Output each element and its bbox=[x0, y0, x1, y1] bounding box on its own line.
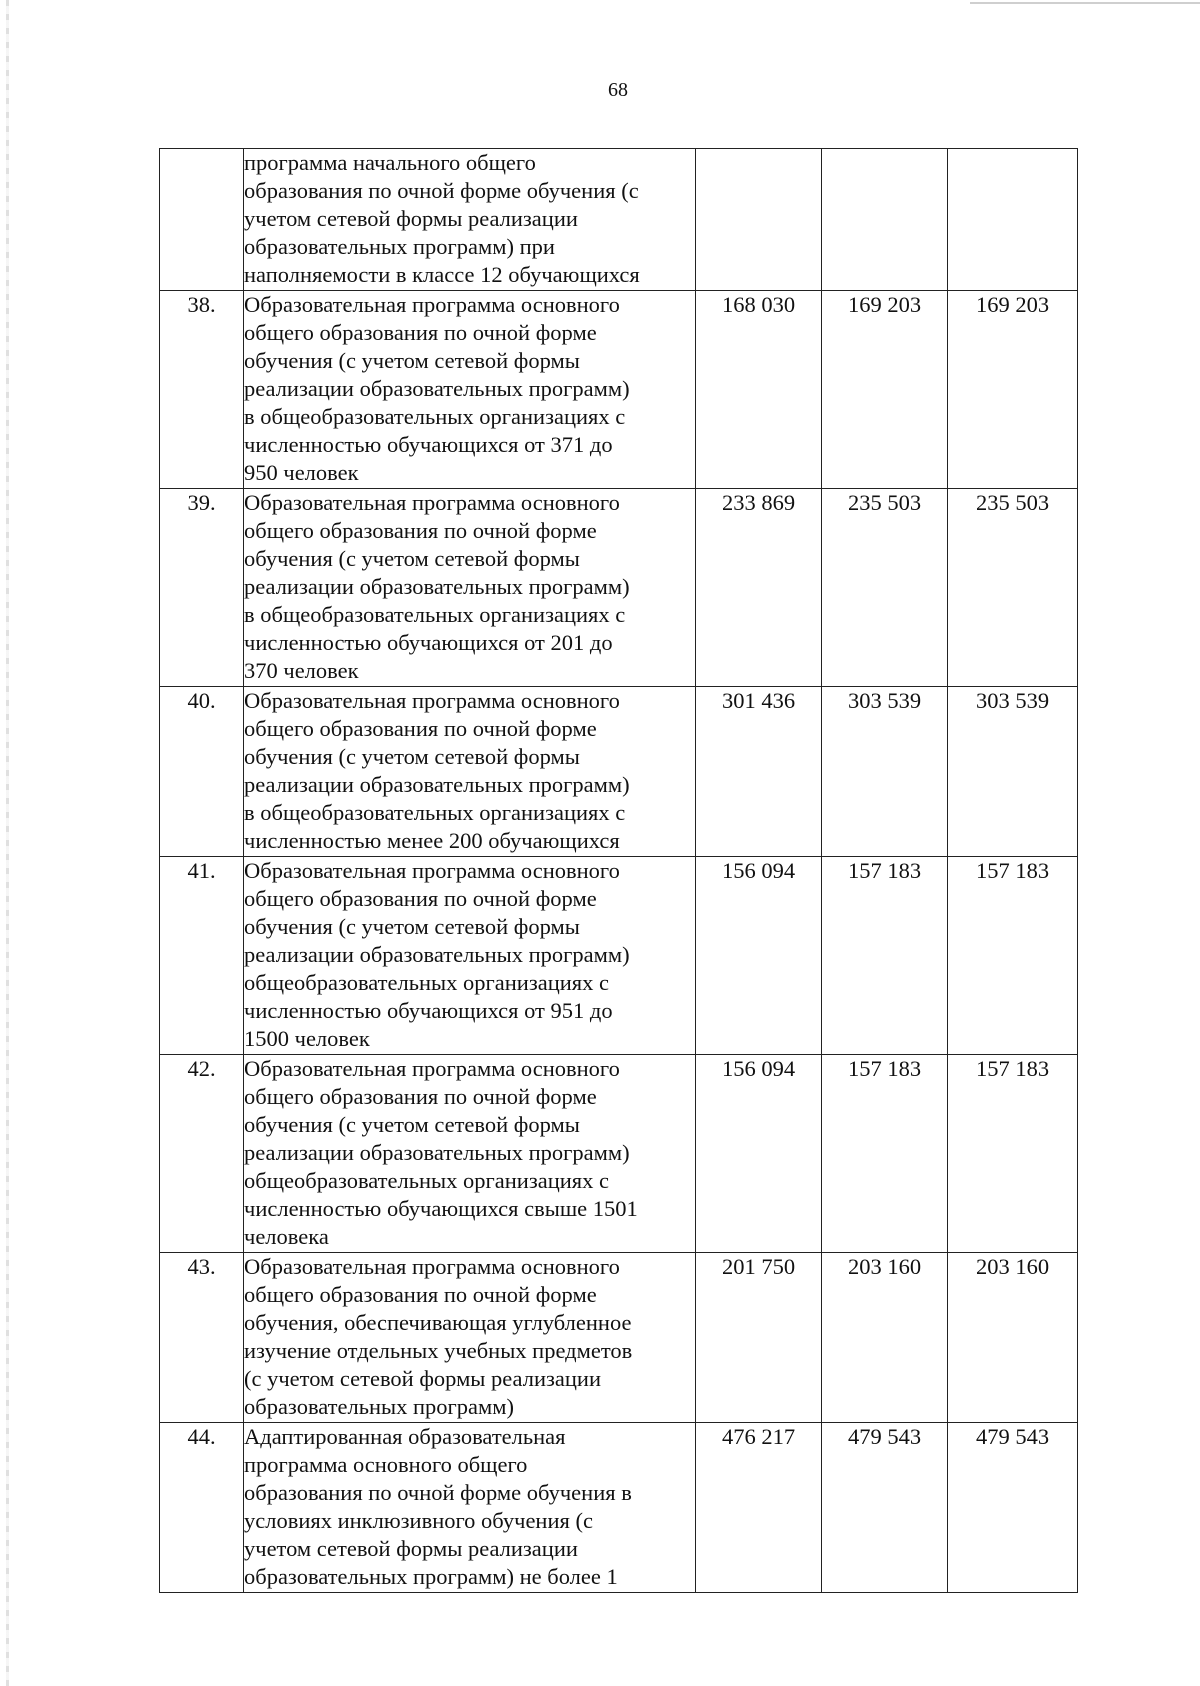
cost-value-3 bbox=[948, 149, 1078, 291]
row-number: 40. bbox=[160, 687, 244, 857]
program-description bbox=[244, 857, 696, 1055]
tariff-table bbox=[159, 148, 1078, 1593]
description-line: условиях инклюзивного обучения (с bbox=[244, 1508, 593, 1533]
cost-value-3: 157 183 bbox=[948, 857, 1078, 1055]
description-line: образовательных программ) bbox=[244, 1394, 514, 1419]
cost-value-2: 157 183 bbox=[822, 1055, 948, 1253]
description-line: общего образования по очной форме bbox=[244, 518, 597, 543]
scan-edge-top bbox=[970, 2, 1200, 4]
description-line: в общеобразовательных организациях с bbox=[244, 404, 626, 429]
row-number: 39. bbox=[160, 489, 244, 687]
description-line: учетом сетевой формы реализации bbox=[244, 1536, 578, 1561]
description-line: программа основного общего bbox=[244, 1452, 528, 1477]
page-number: 68 bbox=[608, 79, 628, 101]
table-row bbox=[160, 489, 1078, 687]
cost-value-3: 479 543 bbox=[948, 1423, 1078, 1593]
row-number: 42. bbox=[160, 1055, 244, 1253]
table-row bbox=[160, 1055, 1078, 1253]
description-line: обучения (с учетом сетевой формы bbox=[244, 348, 580, 373]
description-line: численностью менее 200 обучающихся bbox=[244, 828, 620, 853]
cost-value-3: 303 539 bbox=[948, 687, 1078, 857]
cost-value-2: 169 203 bbox=[822, 291, 948, 489]
table-row bbox=[160, 1423, 1078, 1593]
cost-value-3: 169 203 bbox=[948, 291, 1078, 489]
table-row bbox=[160, 291, 1078, 489]
description-line: 950 человек bbox=[244, 460, 359, 485]
row-number bbox=[160, 149, 244, 291]
description-line: учетом сетевой формы реализации bbox=[244, 206, 578, 231]
description-line: наполняемости в классе 12 обучающихся bbox=[244, 262, 640, 287]
cost-value-2: 303 539 bbox=[822, 687, 948, 857]
description-line: реализации образовательных программ) bbox=[244, 772, 630, 797]
description-line: Образовательная программа основного bbox=[244, 490, 620, 515]
description-line: общеобразовательных организациях с bbox=[244, 970, 609, 995]
description-line: численностью обучающихся от 201 до bbox=[244, 630, 613, 655]
cost-value-1: 233 869 bbox=[696, 489, 822, 687]
description-line: численностью обучающихся свыше 1501 bbox=[244, 1196, 638, 1221]
program-description bbox=[244, 1055, 696, 1253]
description-line: программа начального общего bbox=[244, 150, 536, 175]
description-line: обучения, обеспечивающая углубленное bbox=[244, 1310, 632, 1335]
description-line: реализации образовательных программ) bbox=[244, 1140, 630, 1165]
program-description bbox=[244, 1253, 696, 1423]
description-line: образовательных программ) при bbox=[244, 234, 555, 259]
description-line: общего образования по очной форме bbox=[244, 1084, 597, 1109]
description-line: общего образования по очной форме bbox=[244, 1282, 597, 1307]
description-line: численностью обучающихся от 951 до bbox=[244, 998, 613, 1023]
table-row bbox=[160, 687, 1078, 857]
cost-value-2: 235 503 bbox=[822, 489, 948, 687]
description-line: образовательных программ) не более 1 bbox=[244, 1564, 618, 1589]
row-number: 41. bbox=[160, 857, 244, 1055]
program-description bbox=[244, 1423, 696, 1593]
cost-value-2: 157 183 bbox=[822, 857, 948, 1055]
description-line: реализации образовательных программ) bbox=[244, 376, 630, 401]
program-description bbox=[244, 291, 696, 489]
description-line: (с учетом сетевой формы реализации bbox=[244, 1366, 602, 1391]
program-description bbox=[244, 149, 696, 291]
description-line: обучения (с учетом сетевой формы bbox=[244, 744, 580, 769]
description-line: Образовательная программа основного bbox=[244, 1254, 620, 1279]
cost-value-1: 156 094 bbox=[696, 1055, 822, 1253]
description-line: 1500 человек bbox=[244, 1026, 370, 1051]
description-line: 370 человек bbox=[244, 658, 359, 683]
description-line: общеобразовательных организациях с bbox=[244, 1168, 609, 1193]
description-line: общего образования по очной форме bbox=[244, 716, 597, 741]
description-line: обучения (с учетом сетевой формы bbox=[244, 914, 580, 939]
cost-value-1: 201 750 bbox=[696, 1253, 822, 1423]
description-line: общего образования по очной форме bbox=[244, 320, 597, 345]
description-line: образования по очной форме обучения в bbox=[244, 1480, 632, 1505]
description-line: Образовательная программа основного bbox=[244, 858, 620, 883]
table-row bbox=[160, 1253, 1078, 1423]
table-row bbox=[160, 857, 1078, 1055]
row-number: 43. bbox=[160, 1253, 244, 1423]
cost-value-2 bbox=[822, 149, 948, 291]
description-line: в общеобразовательных организациях с bbox=[244, 602, 626, 627]
description-line: Образовательная программа основного bbox=[244, 688, 620, 713]
description-line: Адаптированная образовательная bbox=[244, 1424, 566, 1449]
description-line: изучение отдельных учебных предметов bbox=[244, 1338, 633, 1363]
cost-value-3: 235 503 bbox=[948, 489, 1078, 687]
description-line: численностью обучающихся от 371 до bbox=[244, 432, 613, 457]
description-line: реализации образовательных программ) bbox=[244, 942, 630, 967]
description-line: реализации образовательных программ) bbox=[244, 574, 630, 599]
row-number: 44. bbox=[160, 1423, 244, 1593]
description-line: обучения (с учетом сетевой формы bbox=[244, 1112, 580, 1137]
cost-value-2: 479 543 bbox=[822, 1423, 948, 1593]
description-line: в общеобразовательных организациях с bbox=[244, 800, 626, 825]
table-row bbox=[160, 149, 1078, 291]
cost-value-1: 168 030 bbox=[696, 291, 822, 489]
cost-value-2: 203 160 bbox=[822, 1253, 948, 1423]
cost-value-3: 203 160 bbox=[948, 1253, 1078, 1423]
description-line: образования по очной форме обучения (с bbox=[244, 178, 639, 203]
program-description bbox=[244, 687, 696, 857]
cost-value-1 bbox=[696, 149, 822, 291]
cost-value-1: 301 436 bbox=[696, 687, 822, 857]
description-line: обучения (с учетом сетевой формы bbox=[244, 546, 580, 571]
description-line: Образовательная программа основного bbox=[244, 1056, 620, 1081]
cost-value-3: 157 183 bbox=[948, 1055, 1078, 1253]
description-line: человека bbox=[244, 1224, 329, 1249]
program-description bbox=[244, 489, 696, 687]
description-line: общего образования по очной форме bbox=[244, 886, 597, 911]
row-number: 38. bbox=[160, 291, 244, 489]
table-body bbox=[160, 149, 1078, 1593]
cost-value-1: 156 094 bbox=[696, 857, 822, 1055]
cost-value-1: 476 217 bbox=[696, 1423, 822, 1593]
description-line: Образовательная программа основного bbox=[244, 292, 620, 317]
scan-edge-left bbox=[6, 0, 9, 1686]
